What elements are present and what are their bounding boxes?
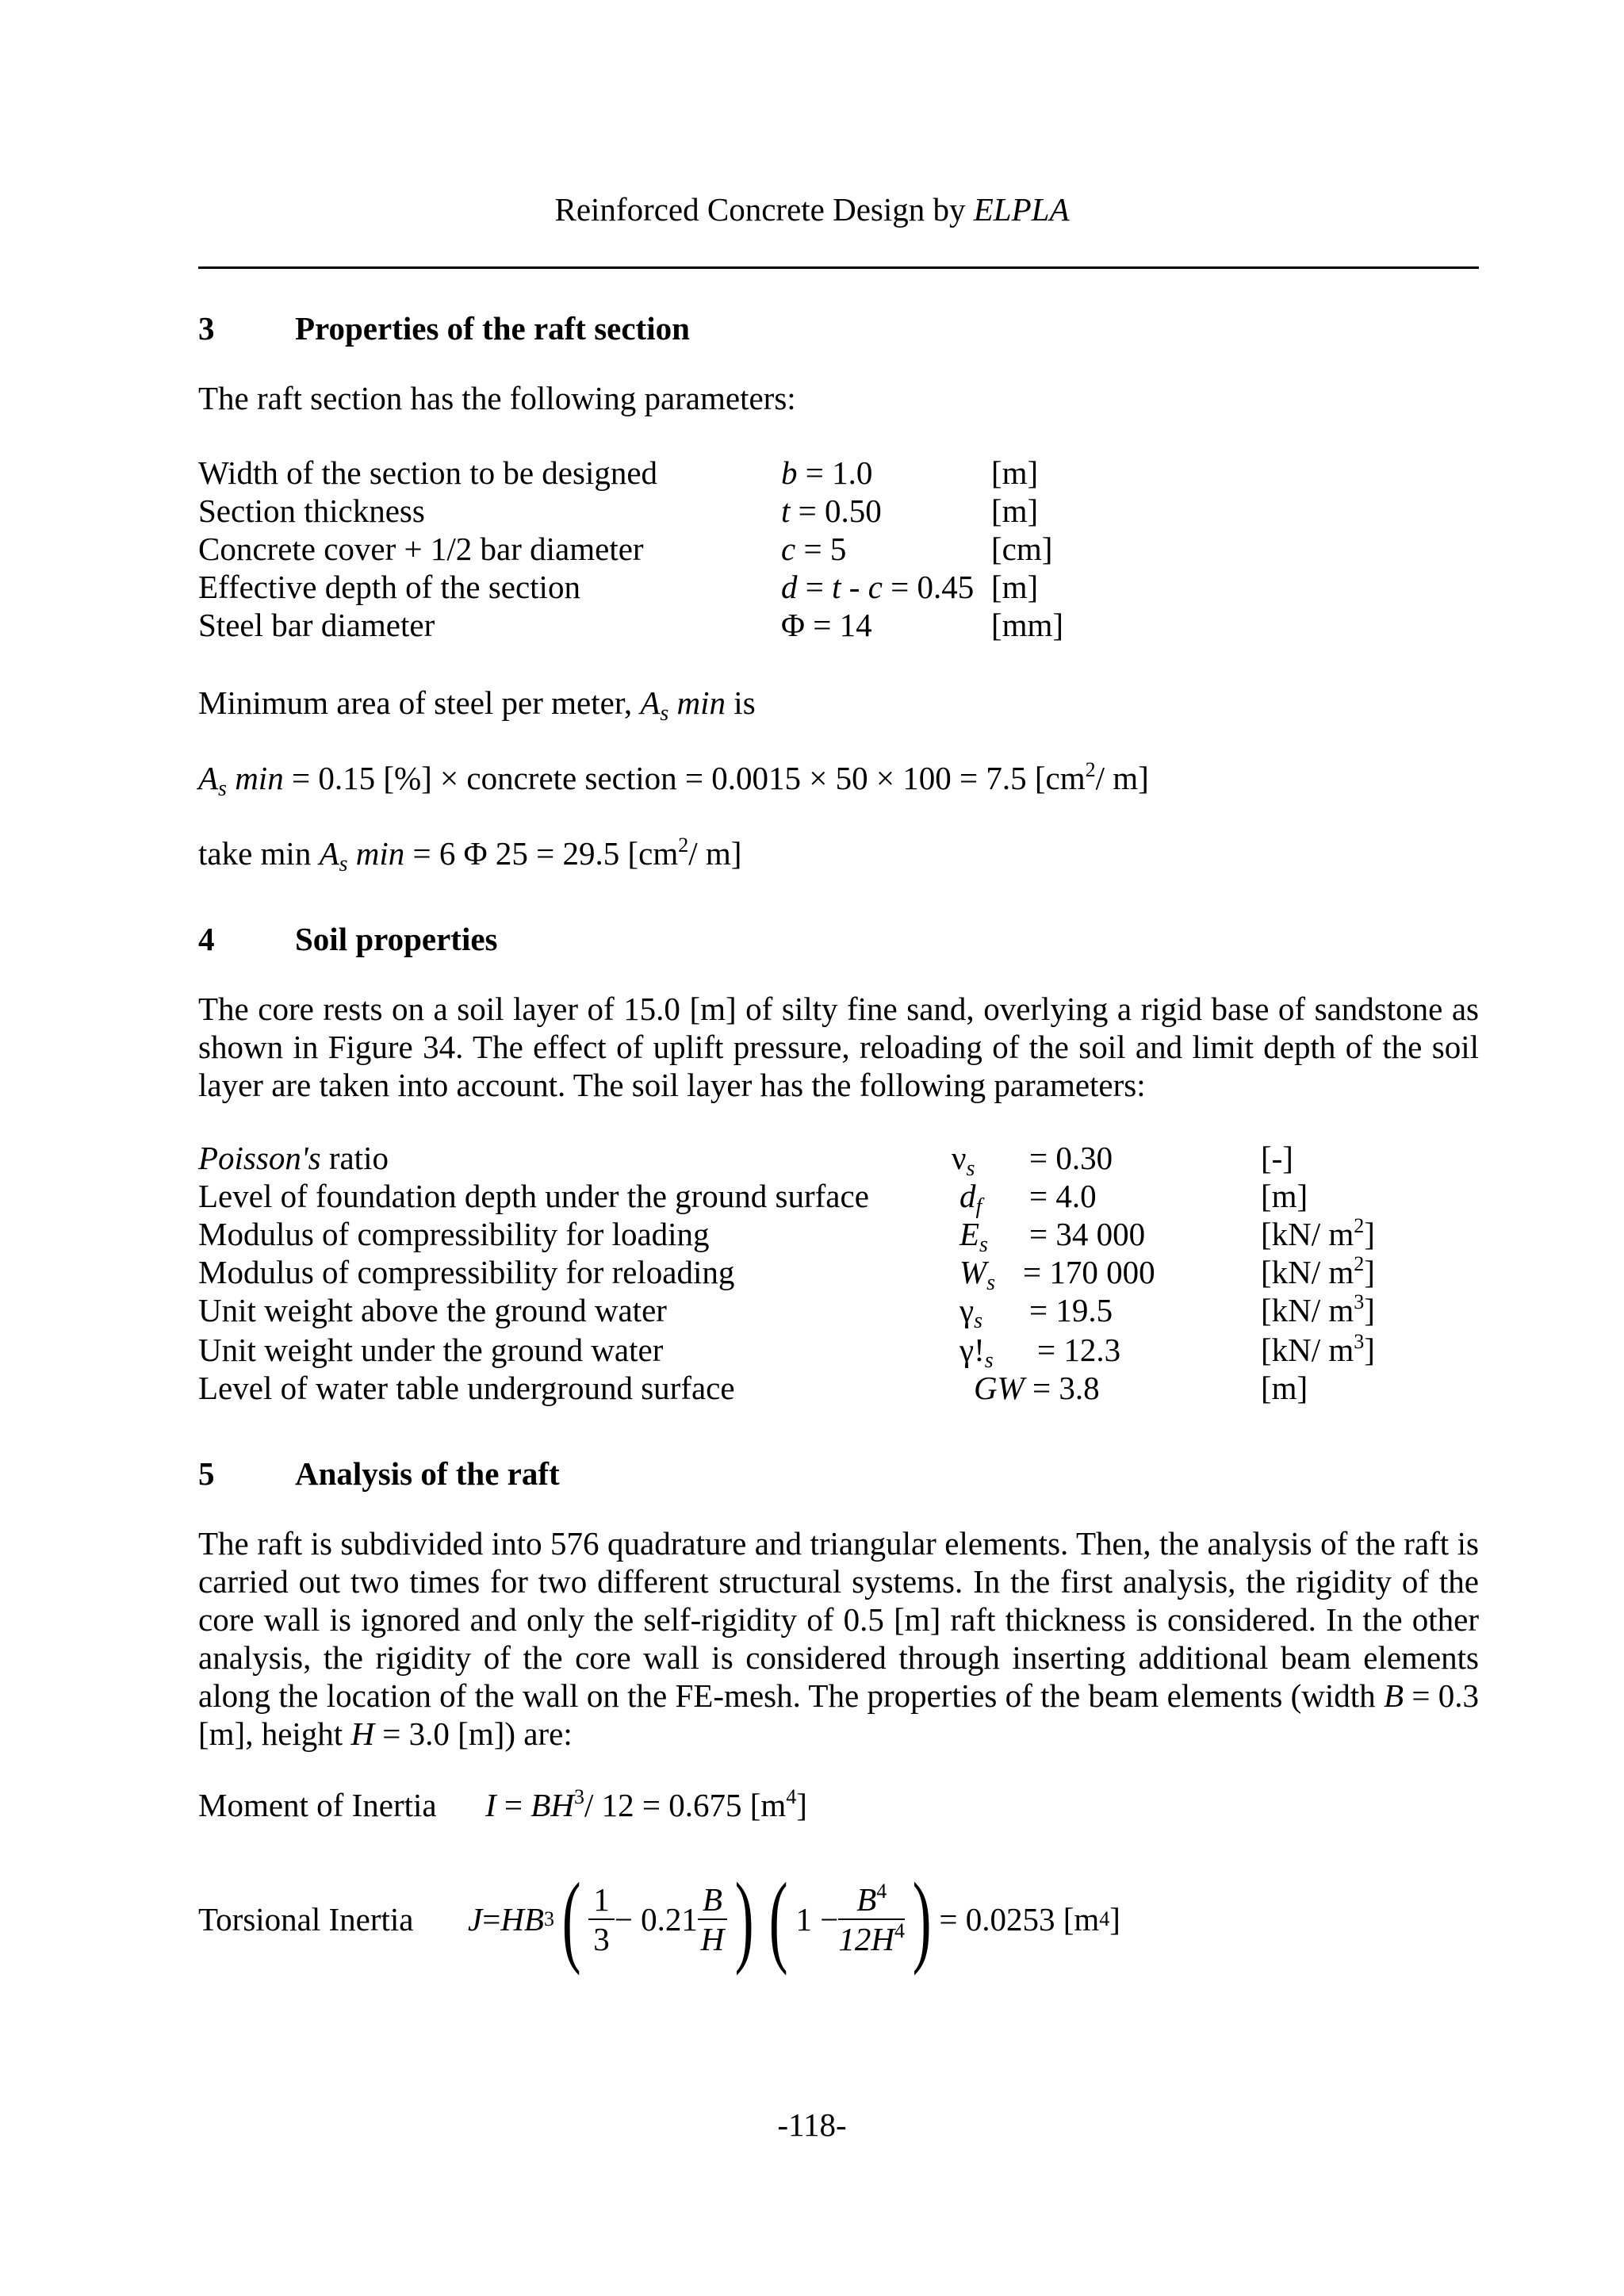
section-5-title: Analysis of the raft xyxy=(295,1455,560,1492)
take-min-formula: take $\min A_s$ min = 6 Φ 25 = 29.5 [$cm^2/$ m] xyxy=(198,834,742,876)
header-rule xyxy=(198,266,1479,269)
fraction-one-third: $\frac{1}{3}$ xyxy=(588,1880,615,1958)
section-3-number: 3 xyxy=(198,310,215,347)
section-3-intro: The raft section has the following parameters: xyxy=(198,380,796,416)
running-header: Reinforced Concrete Design by ELPLA xyxy=(554,191,1070,228)
min-steel-formula: $A_s$ min = 0.15 [%] × concrete section = 0.0015 × 50 × 100 = 7.5 [$cm^2/$ m] xyxy=(198,758,1149,801)
left-paren-2: ( xyxy=(768,1862,788,1976)
torsional-inertia-label: Torsional Inertia xyxy=(198,1901,414,1938)
fraction-b-over-h: $\frac{B}{H}$ xyxy=(698,1880,727,1958)
min-steel-intro: Minimum area of steel per meter, $A_s$ min is xyxy=(198,684,756,726)
section-3-title: Properties of the raft section xyxy=(295,310,690,347)
section-4-paragraph: The core rests on a soil layer of 15.0 [m] of silty fine sand, overlying a rigid base of sandstone as shown in Figure 34. The effect of uplift pressure, reloading of the soil and limit depth of the soil layer are taken into account. The soil layer has the following parameters: xyxy=(198,991,1479,1103)
section-5-paragraph: The raft is subdivided into 576 quadrature and triangular elements. Then, the analysis of the raft is carried out two times for two different structural systems. In the first analysis, the rigidity of the core wall is ignored and only the self-rigidity of 0.5 [m] raft thickness is considered. In the other analysis, the rigidity of the core wall is considered through inserting additional beam elements along the location of the wall on the FE-mesh. The properties of the beam elements (width B = 0.3 [m], height H = 3.0 [m]) are: xyxy=(198,1525,1480,1752)
torsional-inertia-formula: J = HB 3 ( $\frac{1}{3}$ − 0.21 $\frac{B}{H}$ ) ( 1 − $\frac{B^4}{12H^4}$ ) = 0.0253 [m 4 ] xyxy=(468,1862,1120,1976)
section-4-number: 4 xyxy=(198,921,215,957)
right-paren: ) xyxy=(734,1862,754,1976)
moment-of-inertia-formula: $I = BH^3/$ 12 = 0.675 $[m^4]$ xyxy=(485,1785,807,1823)
fraction-b4-over-12h4: $\frac{B^4}{12H^4}$ xyxy=(838,1880,906,1957)
left-paren: ( xyxy=(561,1862,581,1976)
section-4-title: Soil properties xyxy=(295,921,498,957)
section-5-number: 5 xyxy=(198,1455,215,1492)
moment-of-inertia-label: Moment of Inertia xyxy=(198,1787,437,1823)
right-paren-2: ) xyxy=(912,1862,932,1976)
page-number: -118- xyxy=(777,2106,847,2143)
